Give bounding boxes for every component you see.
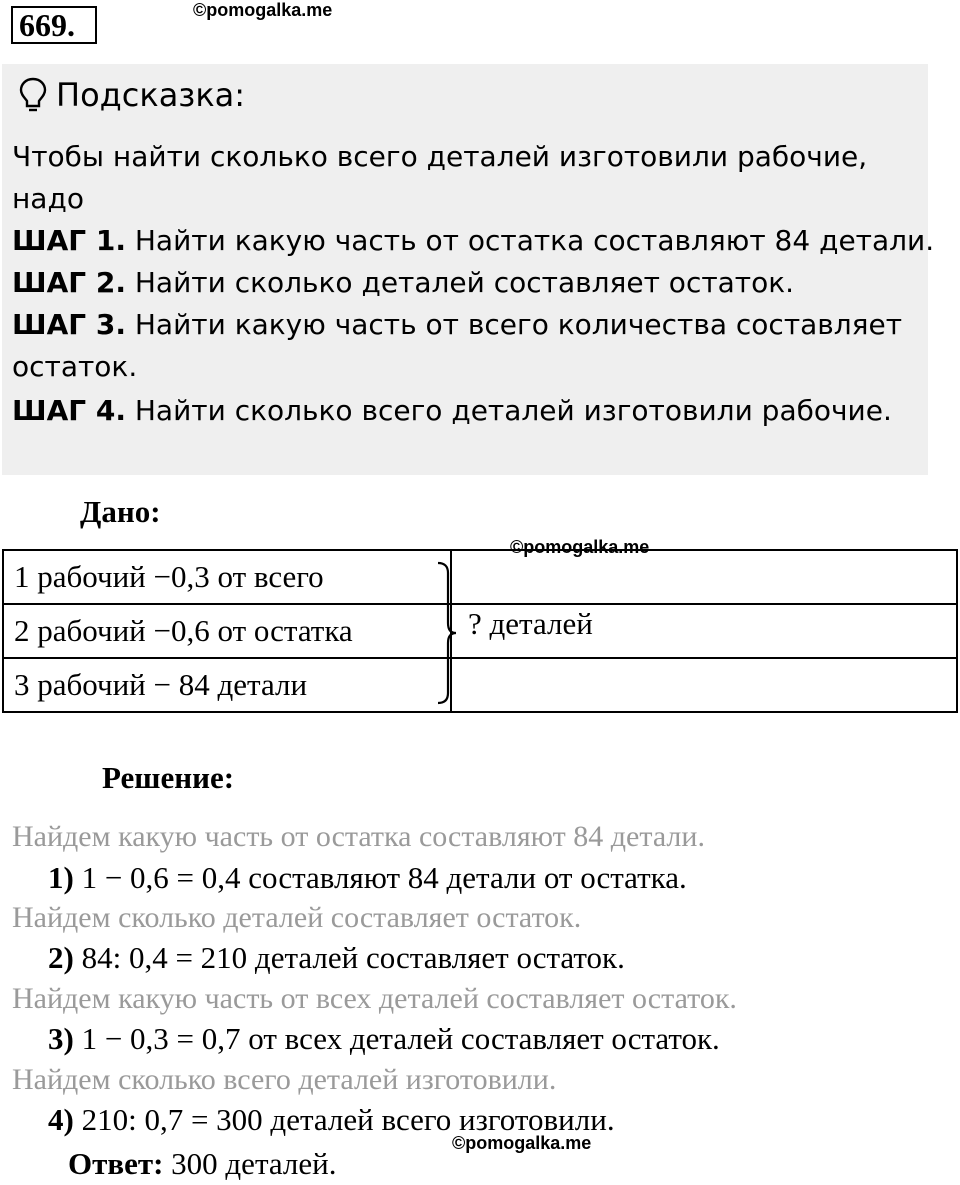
step-text: 210: 0,7 = 300 деталей всего изготовили.: [73, 1102, 615, 1137]
hint-title: [18, 76, 245, 114]
step-number: 3): [48, 1021, 74, 1056]
brace-icon: [436, 561, 462, 707]
solution-comment: Найдем сколько деталей составляет остаток.: [12, 901, 582, 934]
step-label: ШАГ 2.: [12, 266, 126, 299]
task-number: 669.: [11, 6, 97, 44]
given-empty-cell: [451, 658, 957, 712]
step-text: 1 − 0,3 = 0,7 от всех деталей составляет остаток.: [73, 1021, 720, 1056]
solution-comment: Найдем сколько всего деталей изготовили.: [12, 1063, 557, 1096]
solution-step: [48, 940, 625, 976]
step-text: Найти какую часть от остатка составляют 84 детали.: [125, 224, 935, 257]
given-empty-cell: [451, 550, 957, 604]
hint-intro: Чтобы найти сколько всего деталей изготовили рабочие,: [12, 140, 868, 173]
hint-intro: надо: [12, 182, 84, 215]
step-label: ШАГ 1.: [12, 224, 126, 257]
step-text: остаток.: [12, 350, 138, 383]
hint-step: [12, 350, 137, 383]
step-number: 2): [48, 940, 74, 975]
step-text: 1 − 0,6 = 0,4 составляют 84 детали от остатка.: [73, 860, 687, 895]
given-cell: 1 рабочий −0,3 от всего: [3, 550, 451, 604]
table-row: [3, 550, 957, 604]
step-number: 1): [48, 860, 74, 895]
hint-step: [12, 224, 934, 257]
watermark: ©pomogalka.me: [193, 0, 333, 20]
step-text: Найти сколько деталей составляет остаток.: [125, 266, 795, 299]
step-number: 4): [48, 1102, 74, 1137]
watermark: ©pomogalka.me: [452, 1133, 592, 1153]
table-row: [3, 658, 957, 712]
given-cell: 3 рабочий − 84 детали: [3, 658, 451, 712]
answer-text: 300 деталей.: [163, 1146, 337, 1181]
step-text: 84: 0,4 = 210 деталей составляет остаток.: [73, 940, 625, 975]
step-label: ШАГ 3.: [12, 308, 126, 341]
answer: [68, 1146, 336, 1182]
watermark: ©pomogalka.me: [510, 537, 650, 557]
answer-label: Ответ:: [68, 1146, 164, 1181]
step-label: ШАГ 4.: [12, 394, 126, 427]
hint-step: [12, 308, 902, 341]
hint-title-text: Подсказка:: [56, 76, 246, 114]
given-title: Дано:: [80, 494, 161, 529]
solution-step: [48, 1021, 720, 1057]
lightbulb-icon: [18, 77, 48, 113]
solution-comment: Найдем какую часть от остатка составляют 84 детали.: [12, 820, 705, 853]
hint-step: [12, 394, 892, 427]
solution-comment: Найдем какую часть от всех деталей составляет остаток.: [12, 982, 737, 1015]
given-question: ? деталей: [468, 606, 593, 641]
solution-step: [48, 860, 687, 896]
solution-title: Решение:: [102, 760, 235, 795]
step-text: Найти сколько всего деталей изготовили рабочие.: [125, 394, 892, 427]
given-cell: 2 рабочий −0,6 от остатка: [3, 604, 451, 658]
hint-step: [12, 266, 794, 299]
step-text: Найти какую часть от всего количества составляет: [125, 308, 903, 341]
